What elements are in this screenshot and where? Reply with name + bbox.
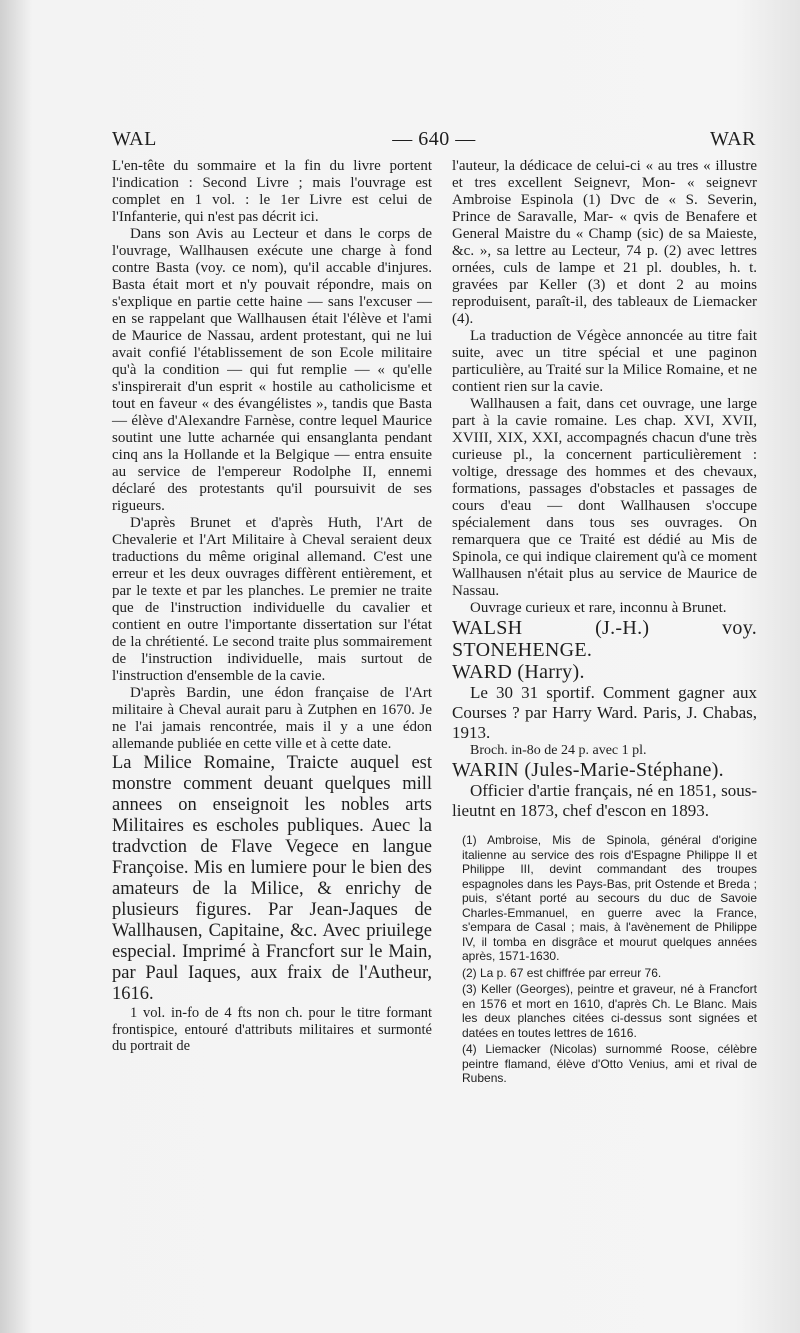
entry-ward: WARD (Harry). bbox=[452, 661, 585, 683]
paragraph: Ouvrage curieux et rare, inconnu à Brunet. bbox=[470, 600, 727, 616]
paragraph: Wallhausen a fait, dans cet ouvrage, une large part à la cavie romaine. Les chap. XVI, XVII, XVIII, XIX, XXI, accompagnés chacun d'une très curieuse pl., la concernent particulièrement : voltige, dressage des hommes et des chevaux, formations, passages d'obstacles et passages de cours d'eau — dont Wallhausen s'occupe spécialement dans tous ses ouvrages. On remarquera que ce Traité est dédié au Mis de Spinola, ce qui indique clairement qu'à ce moment Wallhausen n'était plus au service de Maurice de Nassau. bbox=[452, 396, 757, 599]
footnotes bbox=[452, 833, 757, 1086]
footnote: (4) Liemacker (Nicolas) surnommé Roose, célèbre peintre flamand, élève d'Otto Venius, ami et rival de Rubens. bbox=[462, 1042, 757, 1085]
footnote: (2) La p. 67 est chiffrée par erreur 76. bbox=[462, 965, 662, 980]
paragraph: La traduction de Végèce annoncée au titre fait suite, avec un titre spécial et une paginon particulière, au Traité sur la Milice Romaine, et ne contient rien sur la cavie. bbox=[452, 328, 757, 395]
page-number: — 640 — bbox=[392, 128, 476, 150]
header-left: WAL bbox=[112, 128, 157, 150]
paragraph: Dans son Avis au Lecteur et dans le corps de l'ouvrage, Wallhausen exécute une charge à fond contre Basta (voy. ce nom), qu'il accable d'injures. Basta était mort et n'y pouvait répondre, mais on s'explique en partie cette haine — sans l'excuser — en se rappelant que Wallhausen était l'élève et l'ami de Maurice de Nassau, ardent protestant, qui ne lui avait confié l'établissement de son Ecole militaire qu'à la condition — qui fut remplie — « qu'elle s'inspirerait d'un esprit « hostile au catholicisme et tout en faveur « des évangélistes », tandis que Basta — élève d'Alexandre Farnèse, contre lequel Maurice soutint une lutte acharnée qui ensanglanta pendant cinq ans la Hollande et la Belgique — entra ensuite au service de l'empereur Rodolphe II, ennemi déclaré des protestants qu'il poursuivit de ses rigueurs. bbox=[112, 226, 432, 514]
footnote: (3) Keller (Georges), peintre et graveur, né à Francfort en 1576 et mort en 1610, d'après Ch. Le Blanc. Mais les deux planches citées ci-dessus sont signées et datées en toutes lettres de 1616. bbox=[462, 982, 757, 1040]
footnote: (1) Ambroise, Mis de Spinola, général d'origine italienne au service des rois d'Espagne Philippe II et Philippe III, devint commandant des troupes espagnoles dans les Pays-Bas, prit Ostende et Breda ; puis, s'étant porté au secours du duc de Savoie Charles-Emmanuel, en guerre avec la France, s'empara de Casal ; mais, à l'avènement de Philippe IV, il tomba en disgrâce et mourut quelques années après, 1571-1630. bbox=[462, 833, 757, 963]
ward-book-title: Le 30 31 sportif. Comment gagner aux Courses ? par Harry Ward. Paris, J. Chabas, 1913. bbox=[452, 683, 757, 742]
paragraph: D'après Brunet et d'après Huth, l'Art de Chevalerie et l'Art Militaire à Cheval seraient deux traductions du même original allemand. C'est une erreur et les deux ouvrages diffèrent entièrement, et par le texte et par les planches. Le premier ne traite que de l'instruction individuelle du cavalier et contient en outre l'importante dissertation sur l'état de la chrétienté. Le second traite plus sommairement de l'instruction individuelle, mais surtout de l'instruction d'ensemble de la cavie. bbox=[112, 515, 432, 684]
paragraph: L'en-tête du sommaire et la fin du livre portent l'indication : Second Livre ; mais l'ouvrage est complet en 1 vol. : le 1er Livre est celui de l'Infanterie, qui n'est pas décrit ici. bbox=[112, 158, 432, 225]
book-description: 1 vol. in-fo de 4 fts non ch. pour le titre formant frontispice, entouré d'attributs militaires et surmonté du portrait de bbox=[112, 1005, 432, 1054]
entry-warin: WARIN (Jules-Marie-Stéphane). bbox=[452, 759, 724, 781]
header-right: WAR bbox=[710, 128, 756, 150]
running-header bbox=[112, 128, 756, 156]
entry-walsh: WALSH (J.-H.) voy. STONEHENGE. bbox=[452, 617, 757, 661]
paragraph: D'après Bardin, une édon française de l'Art militaire à Cheval aurait paru à Zutphen en 1670. Je ne l'ai jamais rencontrée, mais il y a une édon allemande publiée en cette ville et à cette date. bbox=[112, 685, 432, 752]
ward-book-description: Broch. in-8o de 24 p. avec 1 pl. bbox=[470, 743, 647, 758]
book-title-milice-romaine: La Milice Romaine, Traicte auquel est monstre comment deuant quelques mill annees on enseignoit les nobles arts Militaires es escholes publiques. Auec la tradvction de Flave Vegece en langue Françoise. Mis en lumiere pour le bien des amateurs de la Milice, & enrichy de plusieurs figures. Par Jean-Jaques de Wallhausen, Capitaine, &c. Avec priuilege especial. Imprimé à Francfort sur le Main, par Paul Iaques, aux fraix de l'Autheur, 1616. bbox=[112, 753, 432, 1004]
right-column bbox=[452, 158, 757, 1086]
paragraph: l'auteur, la dédicace de celui-ci « au tres « illustre et tres excellent Seignevr, Mon- « seignevr Ambroise Espinola (1) Dvc de « S. Severin, Prince de Saravalle, Mar- « qvis de Benafere et General Maistre du « Champ (sic) de sa Maieste, &c. », sa lettre au Lecteur, 74 p. (2) avec lettres ornées, culs de lampe et 21 pl. doubles, h. t. gravées par Keller (3) et dont 2 au moins reproduisent, paraît-il, des tableaux de Liemacker (4). bbox=[452, 158, 757, 327]
warin-biography: Officier d'artie français, né en 1851, sous-lieutnt en 1873, chef d'escon en 1893. bbox=[452, 781, 757, 820]
left-column bbox=[112, 158, 432, 1055]
